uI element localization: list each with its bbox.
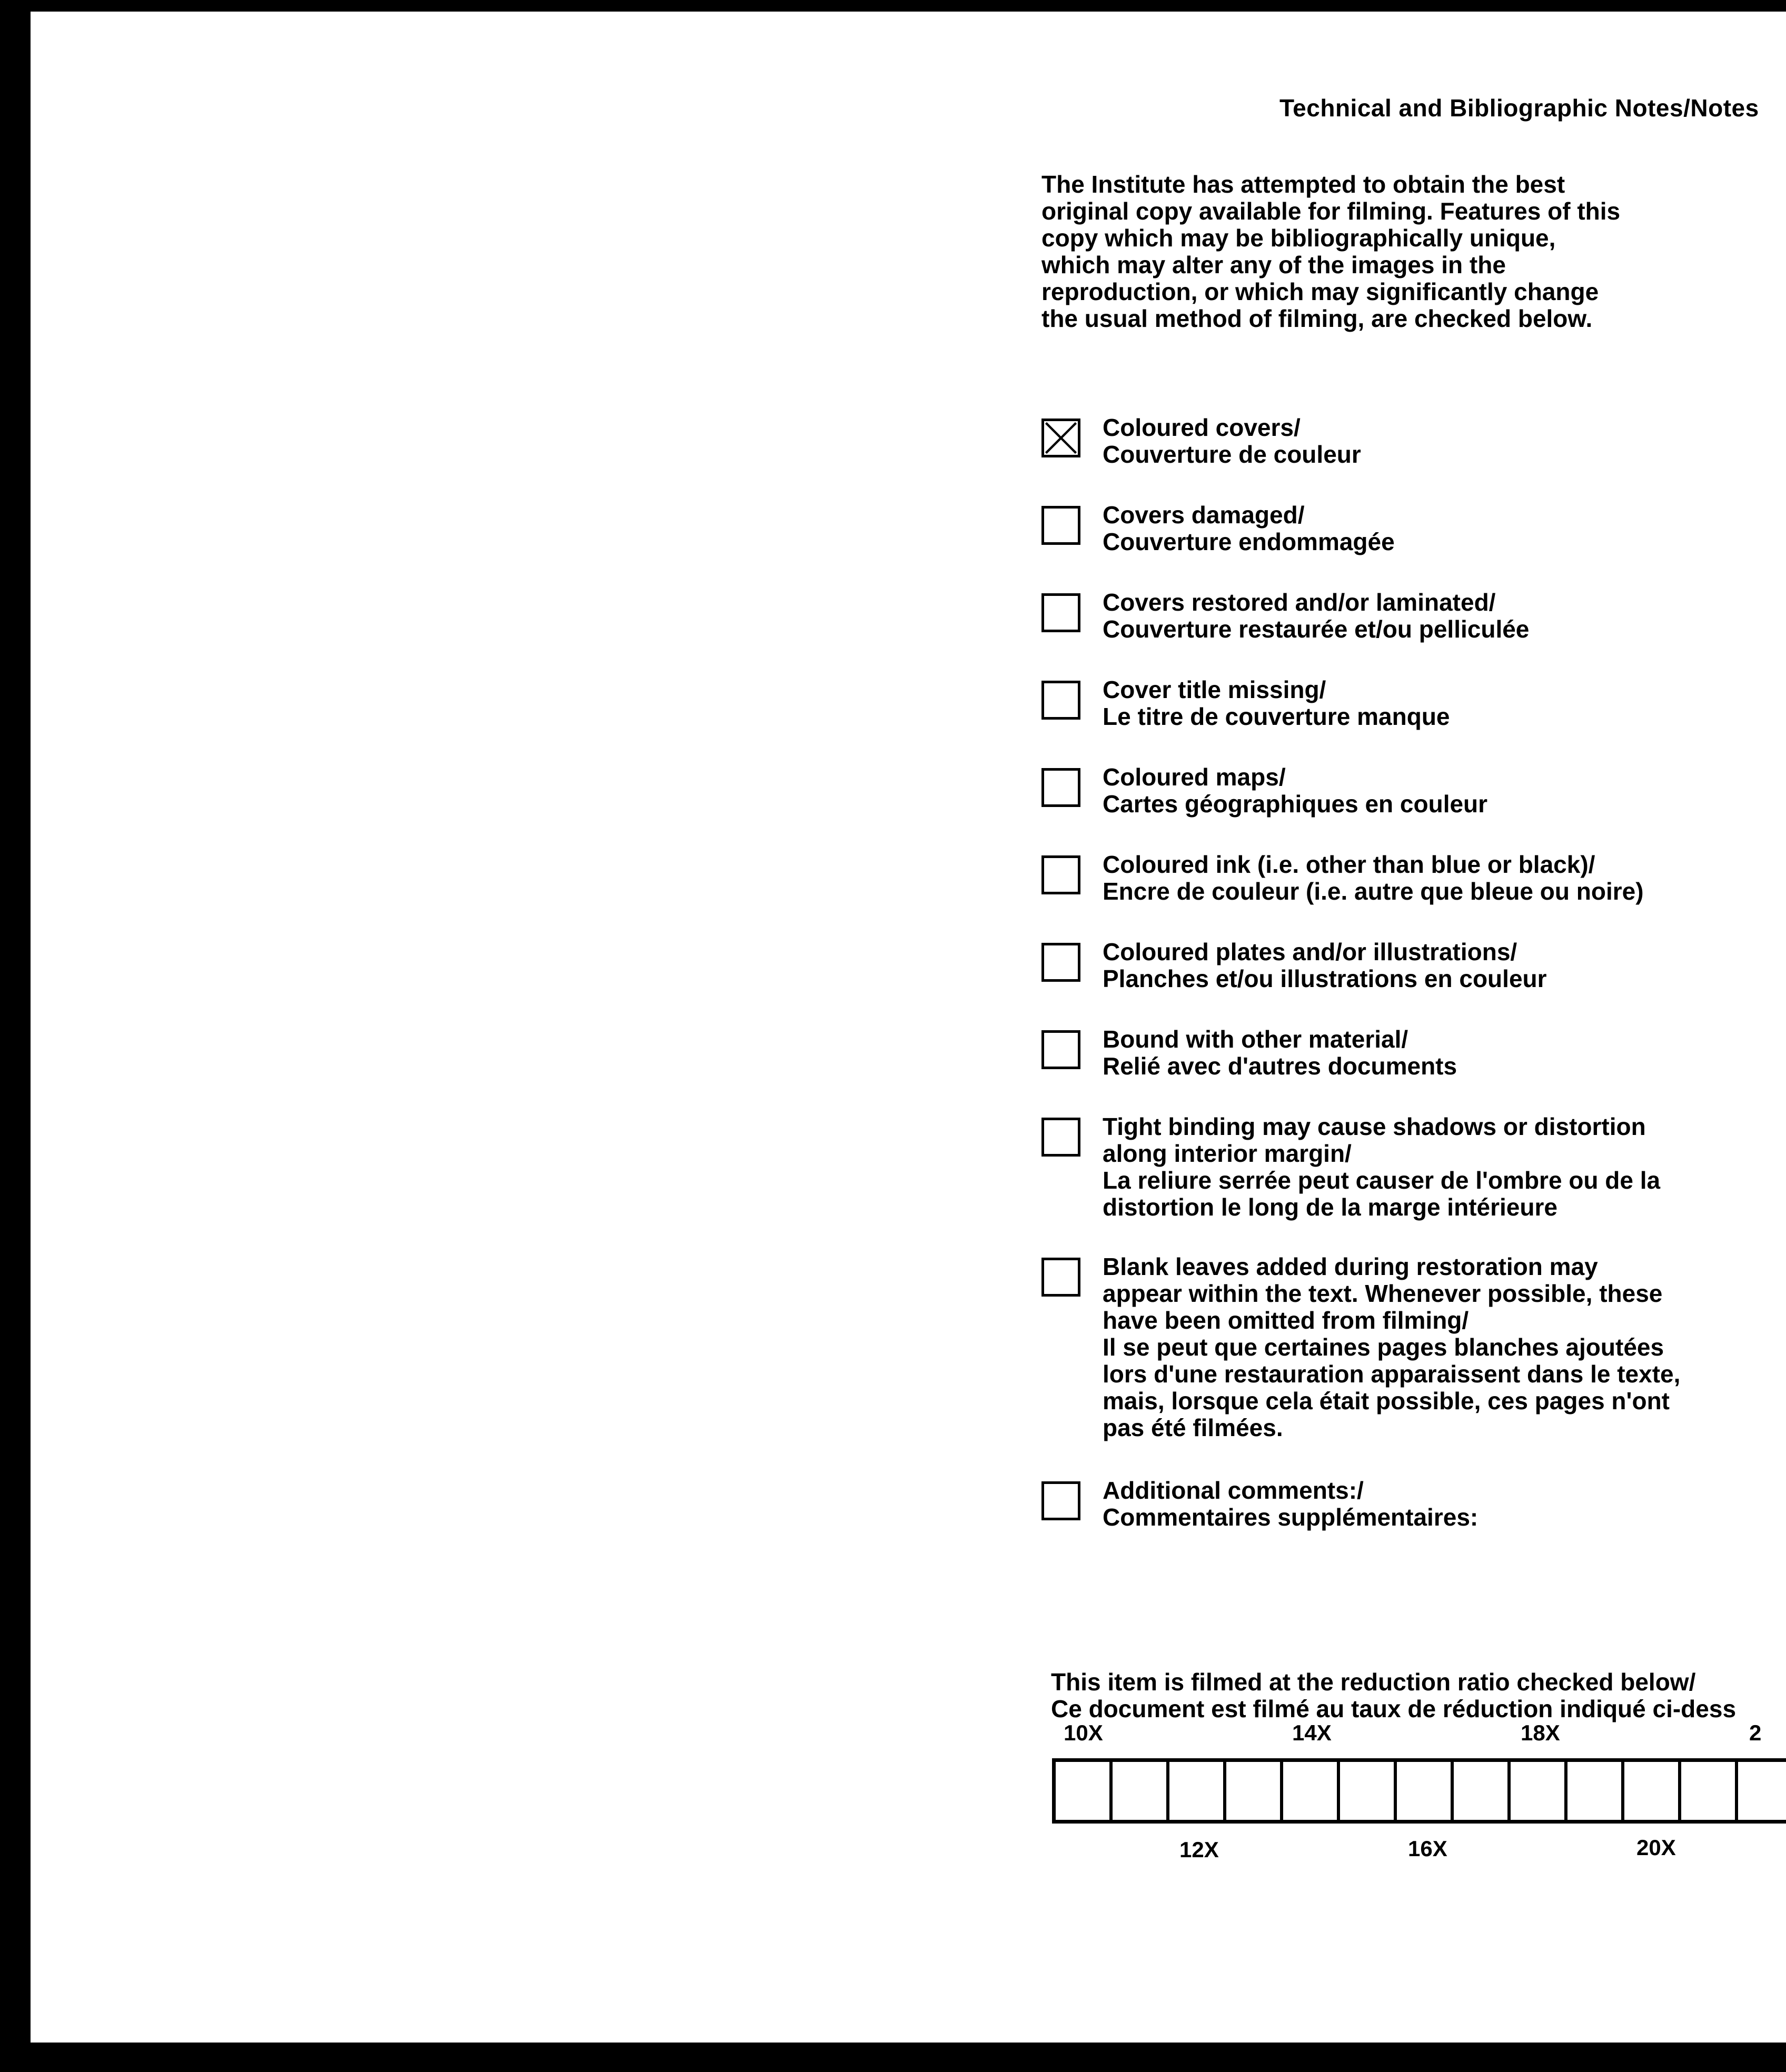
item-line: along interior margin/ xyxy=(1103,1140,1352,1167)
item-line: Additional comments:/ xyxy=(1103,1477,1364,1504)
check-x-icon xyxy=(1044,421,1078,455)
item-line: Blank leaves added during restoration may xyxy=(1103,1253,1598,1280)
item-line: Coloured covers/ xyxy=(1103,414,1301,441)
item-line: Planches et/ou illustrations en couleur xyxy=(1103,965,1547,992)
ratio-cell[interactable] xyxy=(1283,1762,1340,1820)
intro-paragraph xyxy=(1041,171,1747,332)
item-line: Commentaires supplémentaires: xyxy=(1103,1503,1479,1531)
item-label xyxy=(1103,1026,1457,1080)
item-line: La reliure serrée peut causer de l'ombre ou de la xyxy=(1103,1167,1661,1194)
page-title: Technical and Bibliographic Notes/Notes xyxy=(1279,94,1759,122)
intro-line: which may alter any of the images in the xyxy=(1041,251,1506,278)
ratio-cell[interactable] xyxy=(1340,1762,1397,1820)
item-label xyxy=(1103,1477,1478,1531)
item-line: have been omitted from filming/ xyxy=(1103,1307,1469,1334)
item-checkbox[interactable] xyxy=(1041,1118,1080,1157)
ratio-cell[interactable] xyxy=(1397,1762,1454,1820)
item-checkbox[interactable] xyxy=(1041,419,1080,457)
item-line: pas été filmées. xyxy=(1103,1414,1283,1441)
intro-line: the usual method of filming, are checked below. xyxy=(1041,305,1593,332)
item-label xyxy=(1103,851,1644,905)
item-line: Covers restored and/or laminated/ xyxy=(1103,589,1496,616)
ratio-cell[interactable] xyxy=(1113,1762,1169,1820)
intro-line: reproduction, or which may significantly change xyxy=(1041,278,1599,305)
ratio-tick-top: 10X xyxy=(1064,1720,1103,1745)
item-line: Relié avec d'autres documents xyxy=(1103,1052,1457,1080)
ratio-cell[interactable] xyxy=(1454,1762,1511,1820)
item-line: Encre de couleur (i.e. autre que bleue ou noire) xyxy=(1103,878,1644,905)
item-line: Coloured maps/ xyxy=(1103,763,1286,791)
item-line: Couverture endommagée xyxy=(1103,528,1395,555)
ratio-tick-bottom: 16X xyxy=(1408,1836,1447,1861)
item-checkbox[interactable] xyxy=(1041,943,1080,982)
item-checkbox[interactable] xyxy=(1041,681,1080,720)
item-line: appear within the text. Whenever possible, these xyxy=(1103,1280,1663,1307)
ratio-cell[interactable] xyxy=(1738,1762,1786,1820)
ratio-cell[interactable] xyxy=(1681,1762,1738,1820)
item-label xyxy=(1103,676,1450,730)
item-line: Coloured plates and/or illustrations/ xyxy=(1103,938,1517,965)
item-line: lors d'une restauration apparaissent dans le texte, xyxy=(1103,1360,1681,1388)
item-label xyxy=(1103,1113,1660,1221)
item-line: Le titre de couverture manque xyxy=(1103,703,1450,730)
item-label xyxy=(1103,414,1361,468)
item-line: Couverture de couleur xyxy=(1103,441,1361,468)
item-checkbox[interactable] xyxy=(1041,1481,1080,1520)
ratio-tick-top: 14X xyxy=(1292,1720,1332,1745)
ratio-cell[interactable] xyxy=(1511,1762,1567,1820)
item-label xyxy=(1103,764,1487,818)
item-checkbox[interactable] xyxy=(1041,1030,1080,1069)
ratio-tick-top: 2 xyxy=(1749,1720,1762,1745)
ratio-cell[interactable] xyxy=(1056,1762,1113,1820)
reduction-ratio-grid xyxy=(1052,1758,1786,1824)
ratio-cell[interactable] xyxy=(1567,1762,1624,1820)
intro-line: The Institute has attempted to obtain the best xyxy=(1041,171,1565,198)
ratio-tick-top: 18X xyxy=(1521,1720,1560,1745)
item-checkbox[interactable] xyxy=(1041,506,1080,545)
item-checkbox[interactable] xyxy=(1041,593,1080,632)
item-line: mais, lorsque cela était possible, ces pages n'ont xyxy=(1103,1387,1670,1414)
item-checkbox[interactable] xyxy=(1041,855,1080,894)
item-line: Couverture restaurée et/ou pelliculée xyxy=(1103,615,1530,643)
reduction-ratio-text xyxy=(1051,1669,1736,1722)
ratio-line: Ce document est filmé au taux de réduction indiqué ci-dess xyxy=(1051,1695,1737,1722)
item-line: Il se peut que certaines pages blanches ajoutées xyxy=(1103,1333,1664,1361)
ratio-tick-bottom: 20X xyxy=(1636,1835,1676,1860)
item-label xyxy=(1103,589,1529,643)
ratio-cell[interactable] xyxy=(1624,1762,1681,1820)
item-line: distortion le long de la marge intérieure xyxy=(1103,1193,1557,1221)
item-label xyxy=(1103,502,1395,555)
intro-line: original copy available for filming. Features of this xyxy=(1041,197,1621,225)
item-checkbox[interactable] xyxy=(1041,1258,1080,1297)
item-line: Bound with other material/ xyxy=(1103,1025,1408,1053)
item-line: Covers damaged/ xyxy=(1103,501,1305,529)
ratio-cell[interactable] xyxy=(1169,1762,1226,1820)
item-checkbox[interactable] xyxy=(1041,768,1080,807)
item-label xyxy=(1103,1253,1680,1441)
item-line: Coloured ink (i.e. other than blue or black)/ xyxy=(1103,851,1595,878)
item-line: Cover title missing/ xyxy=(1103,676,1326,703)
ratio-line: This item is filmed at the reduction ratio checked below/ xyxy=(1051,1668,1696,1696)
ratio-cell[interactable] xyxy=(1226,1762,1283,1820)
ratio-tick-bottom: 12X xyxy=(1179,1837,1219,1862)
item-line: Tight binding may cause shadows or distortion xyxy=(1103,1113,1646,1140)
item-label xyxy=(1103,939,1547,992)
item-line: Cartes géographiques en couleur xyxy=(1103,790,1488,818)
intro-line: copy which may be bibliographically unique, xyxy=(1041,224,1556,252)
